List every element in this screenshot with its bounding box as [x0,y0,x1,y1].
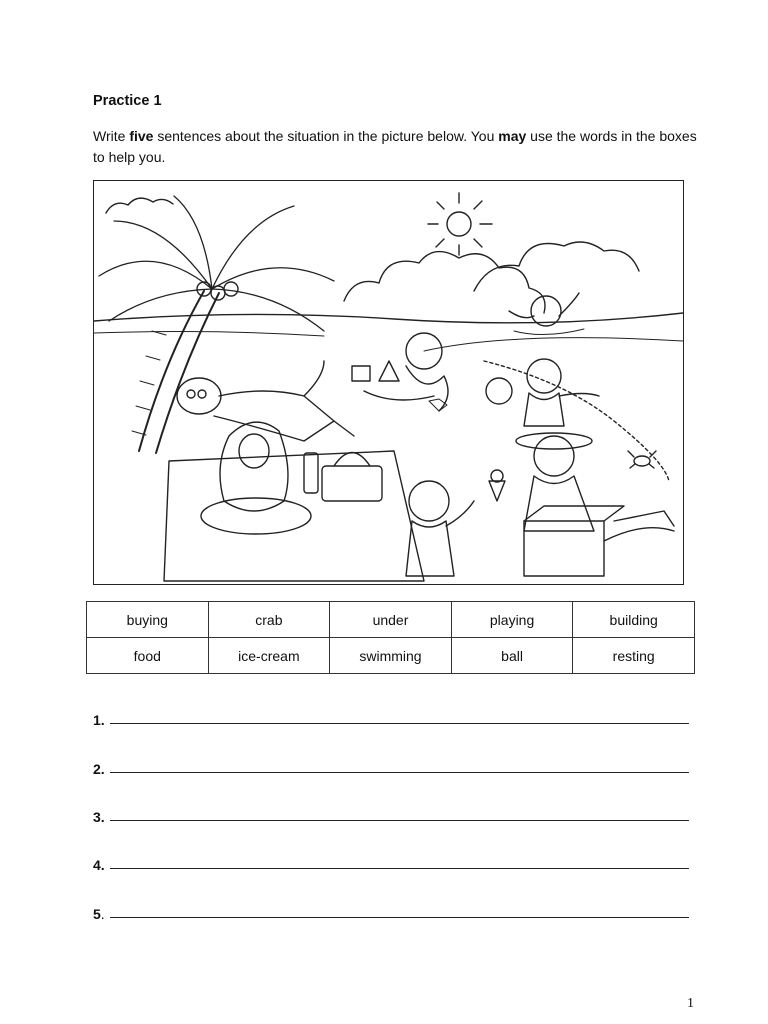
answer-line[interactable] [110,760,689,773]
word-cell: under [330,602,452,638]
word-cell: resting [573,638,695,674]
word-box-table [86,601,695,674]
boy-with-ball-drawing [486,359,599,426]
instruction-part-2: sentences about the situation in the picture below. You [153,128,499,144]
word-cell: swimming [330,638,452,674]
sentence-line-4[interactable] [93,851,689,873]
word-cell: ice-cream [208,638,330,674]
sentence-number: 4. [93,857,105,873]
instruction-part-3: use the words in the boxes to help you. [93,128,697,165]
answer-line[interactable] [110,808,689,821]
answer-line[interactable] [110,905,689,918]
ball-drawing [486,378,512,404]
answer-line[interactable] [110,711,689,724]
practice-title: Practice 1 [93,93,162,109]
instruction-bold-may: may [498,128,527,144]
swimming-boy-drawing [509,293,584,335]
cloud-drawing [344,252,545,313]
instruction-text [93,126,703,168]
ice-cream-box-drawing [524,521,604,576]
crab-drawing [628,451,656,468]
word-cell: building [573,602,695,638]
resting-man-drawing [177,361,354,441]
sentence-number: 1. [93,712,105,728]
word-cell: playing [451,602,573,638]
cloud-drawing-right [474,242,639,291]
picnic-mat-drawing [164,451,424,581]
sentence-line-3[interactable] [93,803,689,825]
instruction-bold-five: five [129,128,154,144]
word-cell: ball [451,638,573,674]
word-box-row-2 [87,638,695,674]
sentence-line-5[interactable] [93,900,689,922]
word-box-row-1 [87,602,695,638]
answer-line[interactable] [110,856,689,869]
sun-drawing [428,193,492,255]
sentence-number: 5. [93,906,105,922]
instruction-part-1: Write [93,128,130,144]
girl-building-sandcastle-drawing [352,333,448,411]
child-buying-icecream-drawing [406,470,505,576]
ice-cream-seller-drawing [516,433,674,576]
bottle-drawing [304,453,318,493]
word-cell: crab [208,602,330,638]
beach-scene-picture [93,180,684,585]
sentence-line-1[interactable] [93,706,689,728]
sentence-line-2[interactable] [93,755,689,777]
ice-cream-cone-drawing [489,481,505,501]
page-number: 1 [687,996,694,1011]
picnic-basket-drawing [322,466,382,501]
sentence-number: 2. [93,761,105,777]
sentence-number: 3. [93,809,105,825]
word-cell: food [87,638,209,674]
word-cell: buying [87,602,209,638]
